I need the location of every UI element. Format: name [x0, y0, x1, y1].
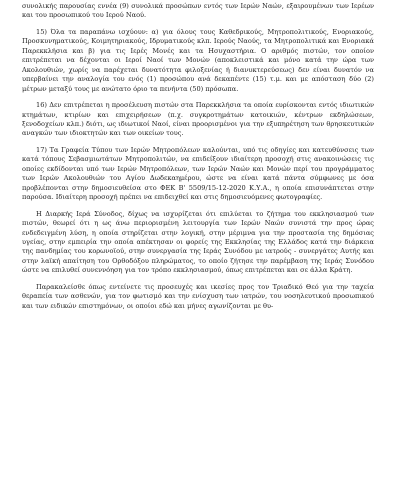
paragraph-continuation: συνολικής παρουσίας εννέα (9) συνολικά προσώπων εντός των Ιερών Ναών, εξαιρουμένων των Ιερέων και του προσωπικού του Ιερού Ναού.	[22, 2, 374, 20]
paragraph-item-15: 15) Όλα τα παραπάνω ισχύουν: α) για όλους τους Καθεδρικούς, Μητροπολιτικούς, Ενοριακούς, Προσκυνηματικούς, Κοιμητηριακούς, Ιδρυματικούς κλπ. Ιερούς Ναούς, τα Μητροπολιτικά και Ενοριακά Παρεκκλήσια και β) για τις Ιερές Μονές και τα Ησυχαστήρια. Ο αριθμός πιστών, τον οποίον επιτρέπεται να δέχονται οι Ιεροί Ναοί των Μονών (αποκλειστικά και μόνο κατά την ώρα των Ακολουθιών, χωρίς να παρέχεται δυνατότητα φιλοξενίας ή διανυκτερεύσεως) δεν είναι δυνατόν να υπερβαίνει την αναλογία του ενός (1) προσώπου ανά δεκαπέντε (15) τ.μ. και με απόσταση δύο (2) μέτρων μεταξύ τους με ανώτατο όριο τα πενήντα (50) πρόσωπα.	[22, 27, 374, 93]
paragraph-item-17: 17) Τα Γραφεία Τύπου των Ιερών Μητροπόλεων καλούνται, υπό τις οδηγίες και κατευθύνσεις των κατά τόπους Σεβασμιωτάτων Μητροπολιτών, να επιδείξουν ιδιαίτερη προσοχή στις ανακοινώσεις τις οποίες εκδίδονται υπό των Ιερών Μητροπόλεων, των Ιερών Ναών και Μονών περί του προγράμματος των Ιερών Ακολουθιών του Αγίου Δωδεκαημέρου, ώστε να είναι κατά πάντα σύμφωνες με όσα προβλέπονται στην δημοσιευθείσα στο ΦΕΚ Β' 5509/15-12-2020 Κ.Υ.Α., η οποία επισυνάπτεται στην παρούσα. Ιδιαίτερη προσοχή πρέπει να επιδειχθεί και στις δημοσιευόμενες φωτογραφίες.	[22, 145, 374, 202]
paragraph-prayer-request: Παρακαλείσθε όπως εντείνετε τις προσευχές και ικεσίες προς τον Τριαδικό Θεό για την ταχεία θεραπεία των ασθενών, για τον φωτισμό και την ενίσχυση των ιατρών, του νοσηλευτικού προσωπικού και των ειδικών επιστημόνων, οι οποίοι εδώ και μήνες αγωνίζονται με θυ-	[22, 282, 374, 310]
paragraph-synod-statement: Η Διαρκής Ιερά Σύνοδος, δίχως να ισχυρίζεται ότι επιλύεται το ζήτημα του εκκλησιασμού των πιστών, θεωρεί ότι η ως άνω περιορισμένη λειτουργία των Ιερών Ναών συνιστά την προς ώρας ενδεδειγμένη λύση, η οποία στηρίζεται στην λογική, στην μέριμνα για την προστασία της δημόσιας υγείας, στην εμπειρία την οποία απέκτησαν οι φορείς της Εκκλησίας της Ελλάδος κατά την διάρκεια της πανδημίας του κορωνοϊού, στην συνεργασία της Ιεράς Συνόδου με ιατρούς - συνεργάτες Αυτής και στην λαϊκή απαίτηση του Ορθοδόξου πληρώματος, το οποίο ζήτησε την παρέμβαση της Ιεράς Συνόδου ώστε να επιλυθεί συνεννόηση για τον τρόπο εκκλησιασμού, όπως επιτρέπεται και σε άλλα Κράτη.	[22, 209, 374, 275]
paragraph-item-16: 16) Δεν επιτρέπεται η προσέλευση πιστών στα Παρεκκλήσια τα οποία ευρίσκονται εντός ιδιωτικών κτημάτων, κτιρίων και επιχειρήσεων (π.χ. συγκροτημάτων κατοικιών, κέντρων εκδηλώσεων, ξενοδοχείων κλπ.) διότι, ως ιδιωτικοί Ναοί, είναι προορισμένοι για την εξυπηρέτηση των θρησκευτικών αναγκών των ιδιοκτητών και των οικείων τους.	[22, 101, 374, 138]
